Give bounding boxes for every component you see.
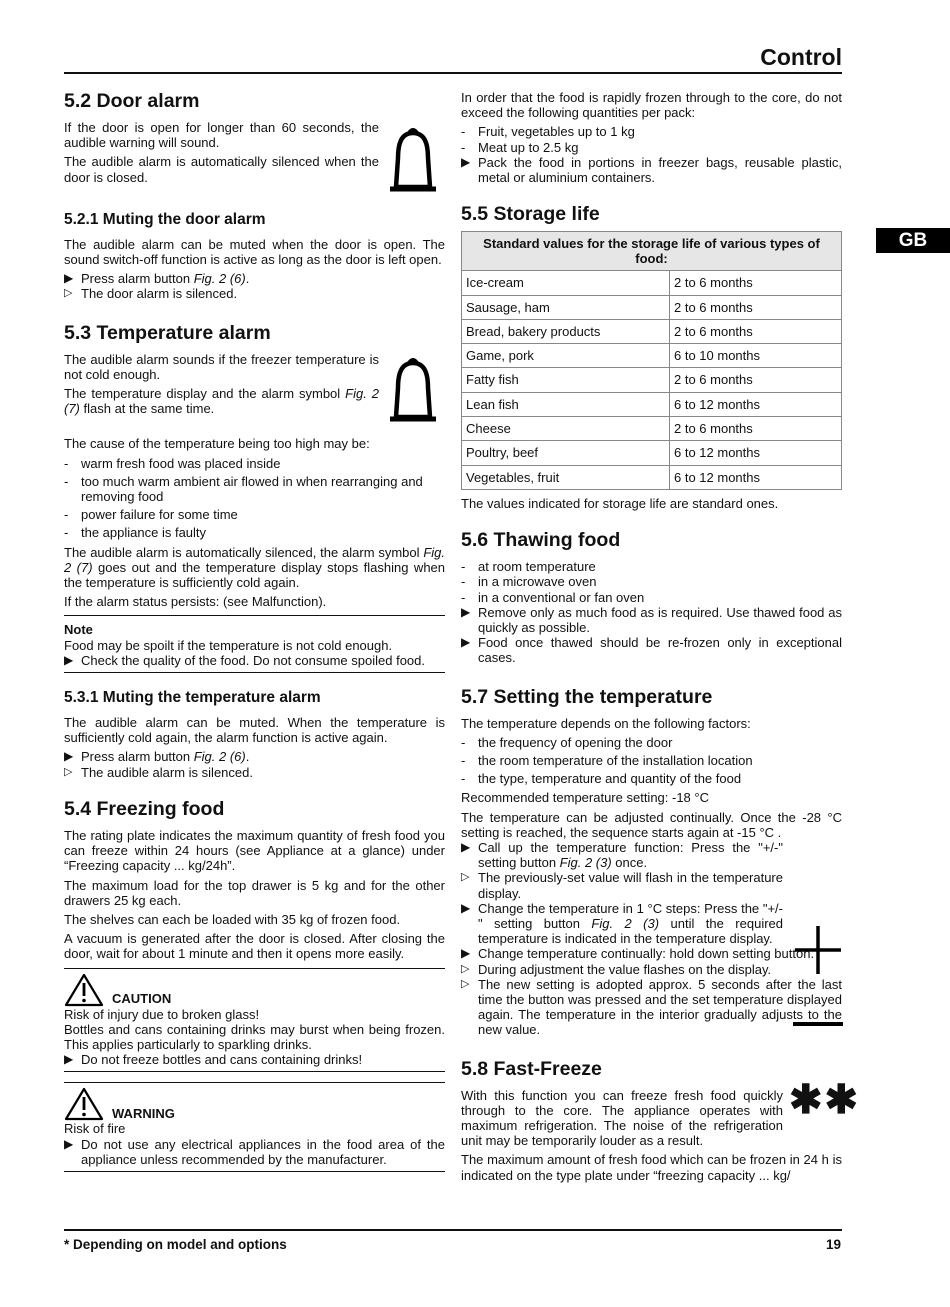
arrow-icon: ▶ [64, 1136, 74, 1151]
arrow-icon: ▶ [461, 604, 471, 619]
figure-reference: Fig. 2 (7) [64, 386, 380, 417]
arrow-icon: ▶ [64, 749, 74, 764]
thawing-list [461, 559, 842, 605]
paragraph: The temperature depends on the following factors: [461, 715, 751, 731]
result-step: ▷ The new setting is adopted approx. 5 seconds after the last time the button was pressed and the set temperature displayed again. The temperature in the interior gradually adjusts to the new value. [461, 976, 842, 1038]
table-row [462, 368, 842, 392]
freezing-quantities [461, 90, 842, 185]
instruction-step: ▶ Press alarm button Fig. 2 (6). [64, 271, 250, 287]
fast-freeze-icon: ✱✱ [789, 1077, 861, 1122]
caution-title: CAUTION [112, 991, 172, 1007]
page-number: 19 [826, 1237, 842, 1252]
food-cell: Game, pork [462, 344, 670, 368]
caution-box [64, 968, 445, 1073]
footer-rule [64, 1229, 842, 1231]
section-heading: 5.8 Fast-Freeze [461, 1057, 602, 1080]
paragraph: The temperature display and the alarm symbol Fig. 2 (7) flash at the same time. [64, 386, 380, 417]
list-item: - the room temperature of the installation location [461, 753, 842, 768]
food-cell: Ice-cream [462, 271, 670, 295]
warning-header [64, 1087, 445, 1121]
table-row [462, 441, 842, 465]
food-cell: Bread, bakery products [462, 319, 670, 343]
paragraph: The maximum load for the top drawer is 5 kg and for the other drawers 25 kg each. [64, 877, 445, 908]
paragraph: In order that the food is rapidly frozen through to the core, do not exceed the following quantities per pack: [461, 90, 842, 121]
cause-list [64, 456, 445, 541]
list-item: - power failure for some time [64, 507, 445, 522]
instruction-step: ▶ Do not use any electrical appliances in the food area of the appliance unless recommended by the manufacturer. [64, 1136, 445, 1167]
footer-note: * Depending on model and options [64, 1237, 287, 1252]
section-storage-life [461, 203, 842, 511]
paragraph: The maximum amount of fresh food which can be frozen in 24 h is indicated on the type plate under “freezing capacity ... kg/ [461, 1152, 842, 1183]
result-step: ▷ The door alarm is silenced. [64, 286, 238, 302]
page-title: Control [760, 44, 842, 70]
figure-reference: Fig. 2 (6) [193, 271, 246, 287]
warning-triangle-icon [64, 1087, 104, 1121]
section-temperature-alarm [64, 322, 445, 673]
section-heading: 5.2 Door alarm [64, 90, 200, 112]
language-tab: GB [876, 228, 950, 253]
note-box [64, 615, 445, 673]
left-column [64, 90, 445, 1172]
table-row [462, 271, 842, 295]
duration-cell: 2 to 6 months [670, 271, 842, 295]
adjust-steps [461, 840, 783, 946]
list-item: - Fruit, vegetables up to 1 kg [461, 124, 842, 139]
paragraph: The audible alarm sounds if the freezer temperature is not cold enough. [64, 351, 379, 382]
outline-arrow-icon: ▷ [64, 765, 73, 778]
section-heading: 5.7 Setting the temperature [461, 685, 713, 708]
bell-icon [388, 124, 438, 196]
outline-arrow-icon: ▷ [64, 287, 73, 300]
paragraph: The audible alarm can be muted. When the temperature is sufficiently cold again, the alarm function is active again. [64, 715, 445, 746]
right-column [461, 90, 861, 1187]
instruction-step: ▶ Food once thawed should be re-frozen only in exceptional cases. [461, 635, 842, 666]
paragraph: The values indicated for storage life are standard ones. [461, 495, 779, 511]
table-row [462, 319, 842, 343]
result-step: ▷ The previously-set value will flash in the temperature display. [461, 870, 783, 901]
list-item: - the type, temperature and quantity of the food [461, 771, 842, 786]
food-cell: Lean fish [462, 392, 670, 416]
header-rule [64, 72, 842, 74]
list-item: - in a conventional or fan oven [461, 590, 842, 605]
food-cell: Vegetables, fruit [462, 465, 670, 489]
warning-box [64, 1082, 445, 1172]
food-cell: Fatty fish [462, 368, 670, 392]
outline-arrow-icon: ▷ [461, 977, 470, 990]
instruction-step: ▶ Pack the food in portions in freezer bags, reusable plastic, metal or aluminium containers. [461, 154, 842, 186]
subsection-heading: 5.2.1 Muting the door alarm [64, 210, 266, 228]
duration-cell: 2 to 6 months [670, 368, 842, 392]
table-row [462, 392, 842, 416]
section-muting-door-alarm [64, 211, 445, 302]
bell-icon [388, 354, 438, 426]
instruction-step: ▶ Remove only as much food as is required. Use thawed food as quickly as possible. [461, 604, 842, 635]
arrow-icon: ▶ [461, 946, 471, 961]
duration-cell: 6 to 12 months [670, 392, 842, 416]
duration-cell: 6 to 12 months [670, 465, 842, 489]
figure-reference: Fig. 2 (7) [64, 544, 445, 575]
section-heading: 5.3 Temperature alarm [64, 321, 271, 344]
paragraph: If the alarm status persists: (see Malfunction). [64, 594, 327, 610]
subsection-heading: 5.3.1 Muting the temperature alarm [64, 689, 321, 707]
duration-cell: 2 to 6 months [670, 319, 842, 343]
warning-title: WARNING [112, 1106, 175, 1122]
food-cell: Sausage, ham [462, 295, 670, 319]
paragraph: The rating plate indicates the maximum quantity of fresh food you can freeze within 24 hours (see Appliance at a glance) under “Freezing capacity ... kg/24h”. [64, 827, 445, 874]
section-thawing-food [461, 529, 842, 665]
section-heading: 5.6 Thawing food [461, 529, 621, 552]
paragraph: The temperature can be adjusted continually. Once the -28 °C setting is reached, the sequence starts again at -15 °C . [461, 809, 842, 840]
section-fast-freeze [461, 1057, 861, 1183]
section-heading: 5.4 Freezing food [64, 797, 225, 820]
arrow-icon: ▶ [461, 154, 471, 169]
list-item: - the appliance is faulty [64, 525, 445, 540]
instruction-step: ▶ Press alarm button Fig. 2 (6). [64, 749, 250, 765]
paragraph: With this function you can freeze fresh food quickly through to the core. The appliance operates with maximum refrigeration. The noise of the refrigeration unit may be temporarily louder as a result. [461, 1087, 783, 1149]
paragraph: The audible alarm is automatically silenced, the alarm symbol Fig. 2 (7) goes out and the temperature display stops flashing when the temperature is sufficiently cold again. [64, 544, 446, 591]
list-item: - Meat up to 2.5 kg [461, 140, 842, 155]
section-freezing-food [64, 798, 445, 1172]
paragraph: The shelves can each be loaded with 35 kg of frozen food. [64, 911, 401, 927]
section-door-alarm [64, 90, 445, 185]
paragraph: Recommended temperature setting: -18 °C [461, 790, 709, 806]
duration-cell: 2 to 6 months [670, 417, 842, 441]
arrow-icon: ▶ [461, 635, 471, 650]
arrow-icon: ▶ [64, 271, 74, 286]
instruction-step: ▶ Check the quality of the food. Do not consume spoiled food. [64, 652, 425, 668]
caution-line: Bottles and cans containing drinks may burst when being frozen. This applies particularly to sparkling drinks. [64, 1021, 445, 1052]
arrow-icon: ▶ [64, 1052, 74, 1067]
warning-line: Risk of fire [64, 1121, 126, 1137]
caution-line: Risk of injury due to broken glass! [64, 1006, 260, 1022]
instruction-step: ▶ Change temperature continually: hold down setting button. [461, 946, 815, 962]
caution-header [64, 973, 445, 1007]
list-item: - too much warm ambient air flowed in when rearranging and removing food [64, 474, 445, 504]
figure-reference: Fig. 2 (6) [193, 749, 246, 765]
food-cell: Cheese [462, 417, 670, 441]
outline-arrow-icon: ▷ [461, 962, 470, 975]
list-item: - in a microwave oven [461, 574, 842, 589]
quantity-list [461, 124, 842, 154]
table-row [462, 344, 842, 368]
paragraph: The cause of the temperature being too high may be: [64, 436, 370, 452]
instruction-step: ▶ Do not freeze bottles and cans containing drinks! [64, 1052, 363, 1068]
food-cell: Poultry, beef [462, 441, 670, 465]
arrow-icon: ▶ [64, 652, 74, 667]
outline-arrow-icon: ▷ [461, 871, 470, 884]
arrow-icon: ▶ [461, 839, 471, 854]
instruction-step: ▶ Call up the temperature function: Press the "+/-" setting button Fig. 2 (3) once. [461, 839, 783, 871]
table-row [462, 465, 842, 489]
list-item: - the frequency of opening the door [461, 735, 842, 750]
table-row [462, 417, 842, 441]
instruction-step: ▶ Change the temperature in 1 °C steps: Press the "+/-" setting button Fig. 2 (3) until the required temperature is indicated in the temperature display. [461, 900, 783, 947]
warning-triangle-icon [64, 973, 104, 1007]
section-setting-temperature [461, 686, 842, 1038]
result-step: ▷ During adjustment the value flashes on the display. [461, 961, 772, 977]
factor-list [461, 735, 842, 787]
figure-reference: Fig. 2 (3) [559, 855, 612, 871]
paragraph: A vacuum is generated after the door is closed. After closing the door, wait for about 1 minute and then it opens more easily. [64, 931, 445, 962]
arrow-icon: ▶ [461, 900, 471, 915]
list-item: - at room temperature [461, 559, 842, 574]
section-heading: 5.5 Storage life [461, 203, 600, 226]
paragraph: The audible alarm can be muted when the door is open. The sound switch-off function is active as long as the door is left open. [64, 236, 445, 268]
result-step: ▷ The audible alarm is silenced. [64, 764, 253, 780]
duration-cell: 2 to 6 months [670, 295, 842, 319]
figure-reference: Fig. 2 (3) [591, 915, 660, 931]
table-header: Standard values for the storage life of various types of food: [462, 232, 842, 271]
table-row [462, 295, 842, 319]
note-text: Food may be spoilt if the temperature is not cold enough. [64, 637, 393, 653]
list-item: - warm fresh food was placed inside [64, 456, 445, 471]
paragraph: If the door is open for longer than 60 seconds, the audible warning will sound. [64, 120, 379, 151]
paragraph: The audible alarm is automatically silenced when the door is closed. [64, 154, 379, 185]
duration-cell: 6 to 12 months [670, 441, 842, 465]
storage-life-table [461, 231, 842, 490]
note-title: Note [64, 622, 93, 638]
section-muting-temperature-alarm [64, 689, 445, 780]
duration-cell: 6 to 10 months [670, 344, 842, 368]
